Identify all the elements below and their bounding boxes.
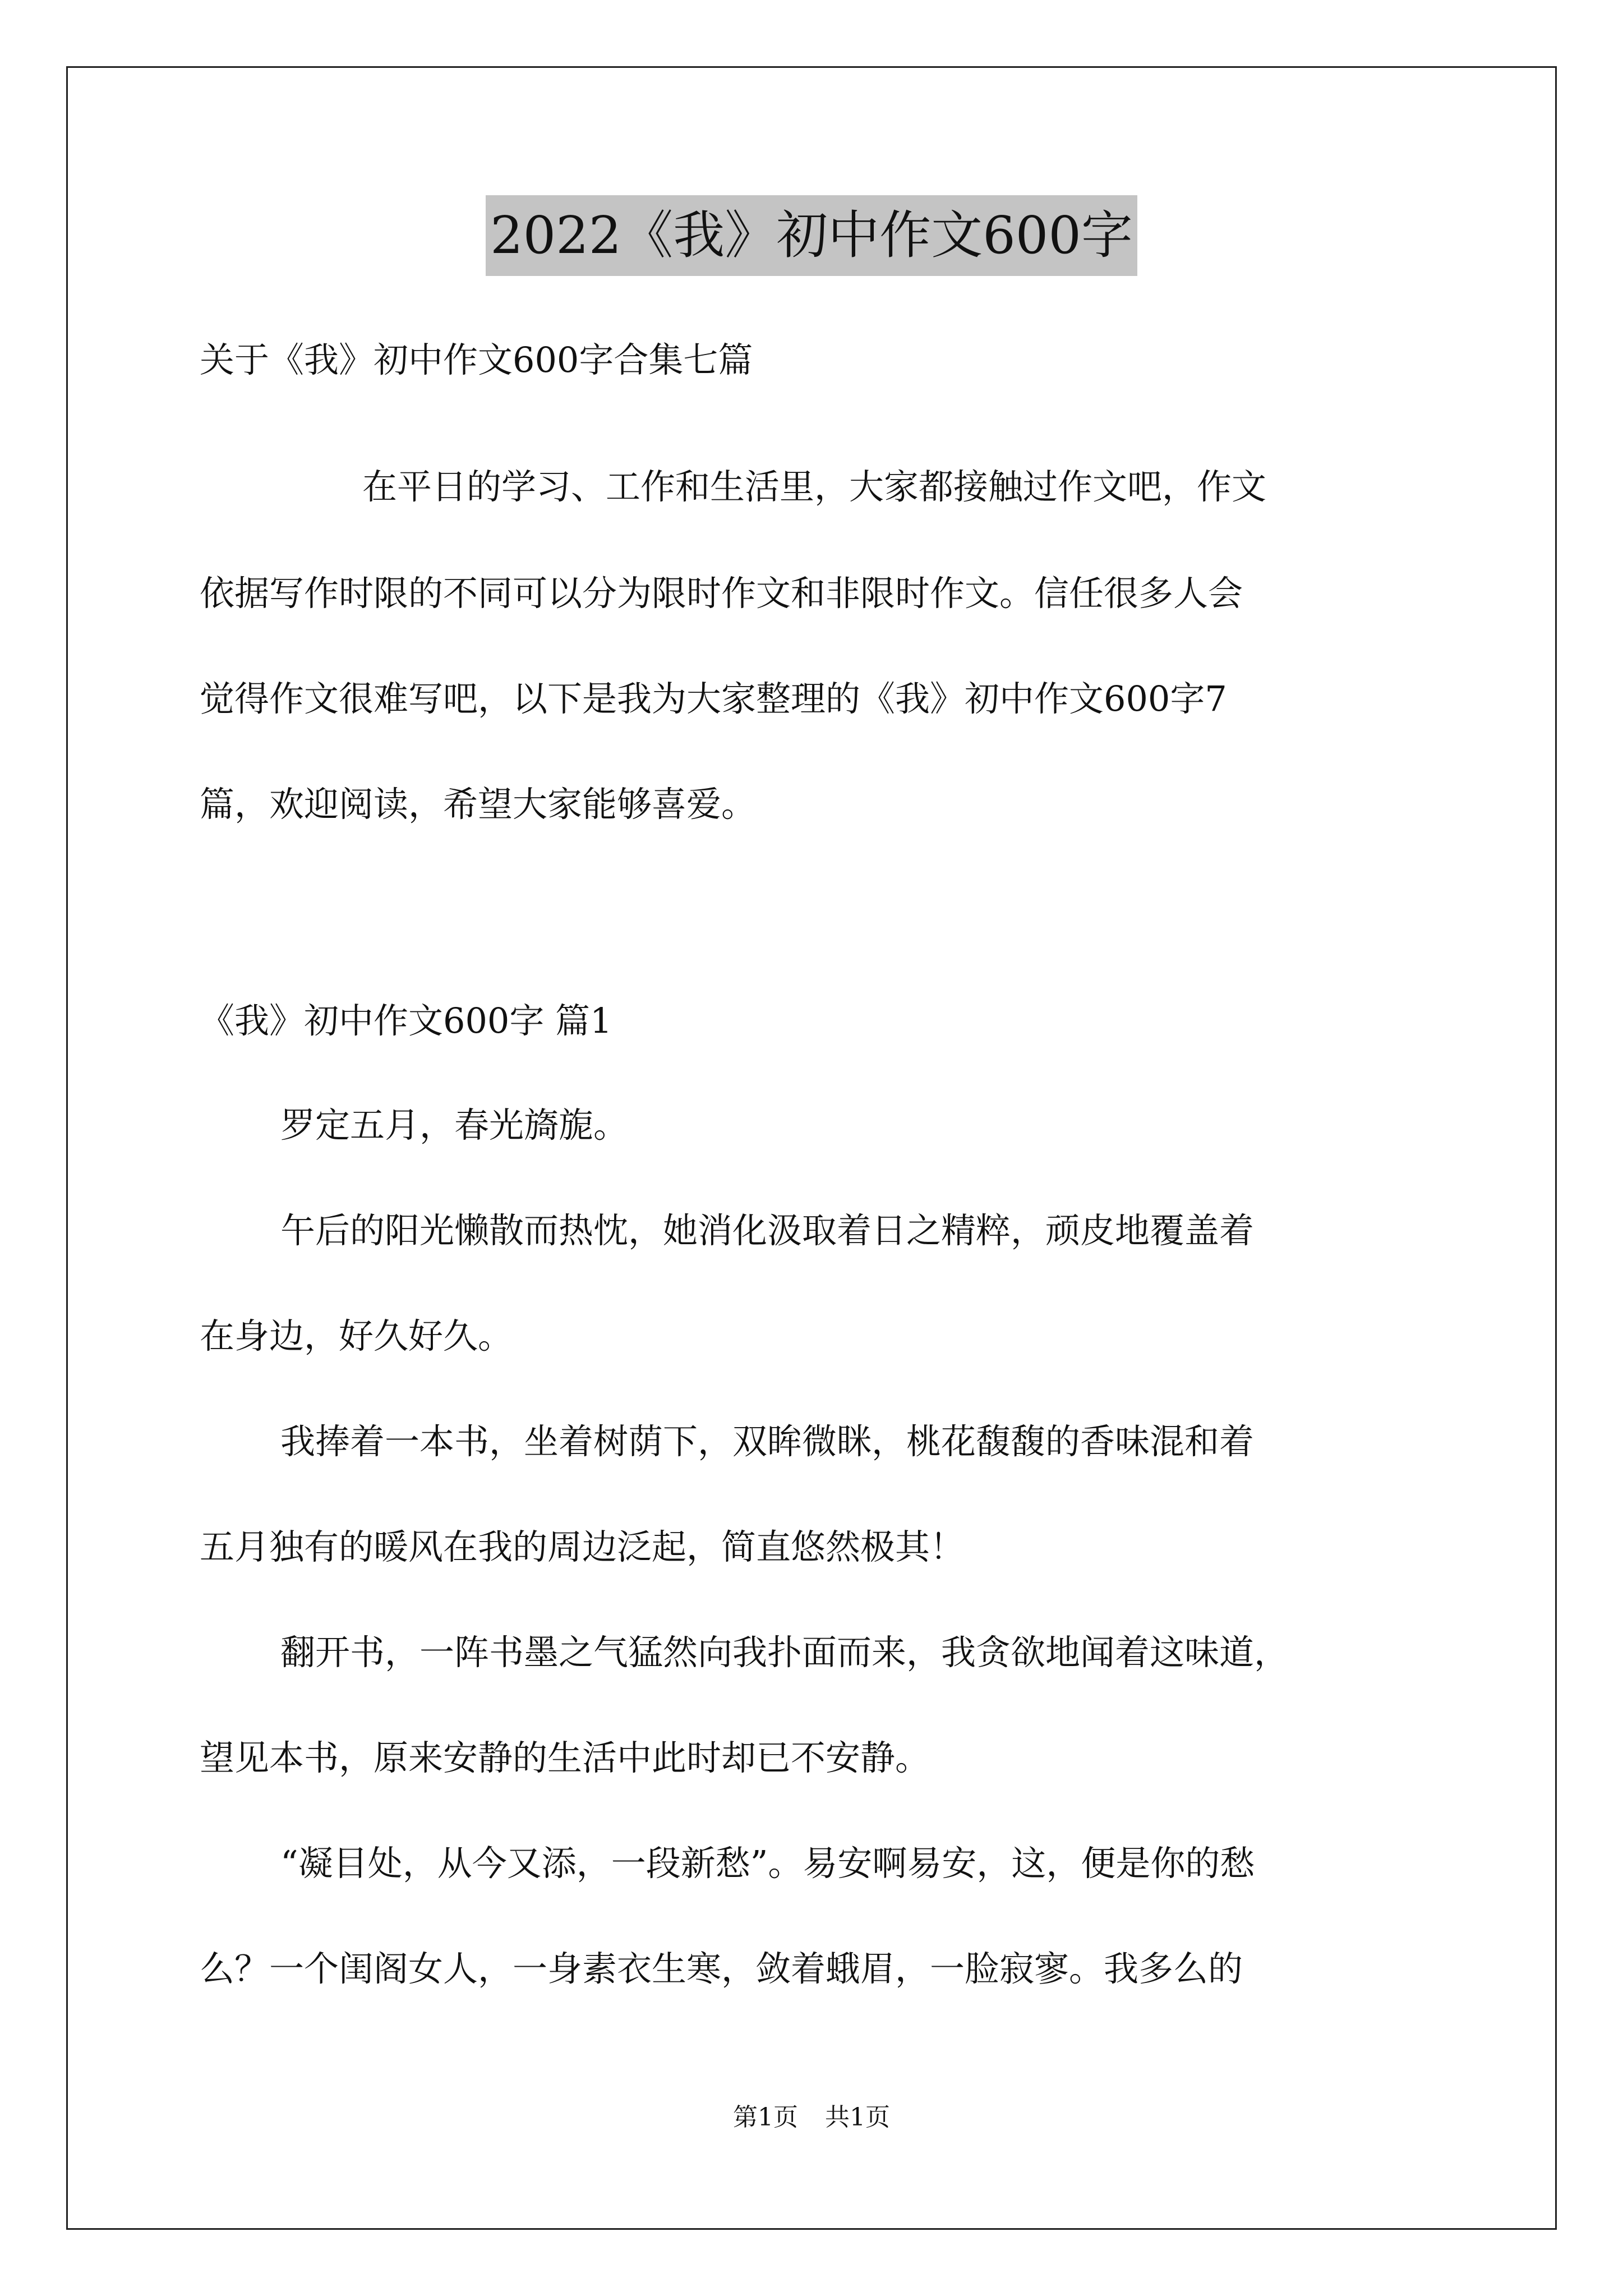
body-line: 午后的阳光懒散而热忱，她消化汲取着日之精粹，顽皮地覆盖着 bbox=[280, 1210, 1255, 1251]
body-line: “凝目处，从今又添，一段新愁”。易安啊易安，这，便是你的愁 bbox=[280, 1843, 1255, 1884]
intro-line: 觉得作文很难写吧，以下是我为大家整理的《我》初中作文600字7 bbox=[200, 678, 1227, 719]
body-line: 罗定五月，春光旖旎。 bbox=[280, 1105, 629, 1145]
intro-line: 篇，欢迎阅读，希望大家能够喜爱。 bbox=[200, 784, 757, 825]
page-total: 共1页 bbox=[825, 2103, 890, 2132]
document-title: 2022《我》初中作文600字 bbox=[486, 195, 1137, 276]
title-container bbox=[0, 195, 1623, 276]
body-line: 我捧着一本书，坐着树荫下，双眸微眯，桃花馥馥的香味混和着 bbox=[280, 1421, 1255, 1462]
intro-line: 在平日的学习、工作和生活里，大家都接触过作文吧，作文 bbox=[362, 466, 1267, 507]
document-subtitle: 关于《我》初中作文600字合集七篇 bbox=[200, 339, 753, 380]
body-line: 么？一个闺阁女人，一身素衣生寒，敛着蛾眉，一脸寂寥。我多么的 bbox=[200, 1948, 1243, 1989]
page-number: 第1页 bbox=[733, 2103, 798, 2132]
section-heading: 《我》初中作文600字 篇1 bbox=[200, 1000, 612, 1041]
page-footer bbox=[0, 2101, 1623, 2134]
body-line: 望见本书，原来安静的生活中此时却已不安静。 bbox=[200, 1737, 930, 1778]
body-line: 五月独有的暖风在我的周边泛起，简直悠然极其！ bbox=[200, 1526, 965, 1567]
page-border bbox=[66, 66, 1557, 2230]
body-line: 在身边，好久好久。 bbox=[200, 1315, 513, 1356]
intro-line: 依据写作时限的不同可以分为限时作文和非限时作文。信任很多人会 bbox=[200, 573, 1243, 614]
body-line: 翻开书，一阵书墨之气猛然向我扑面而来，我贪欲地闻着这味道， bbox=[280, 1632, 1289, 1673]
